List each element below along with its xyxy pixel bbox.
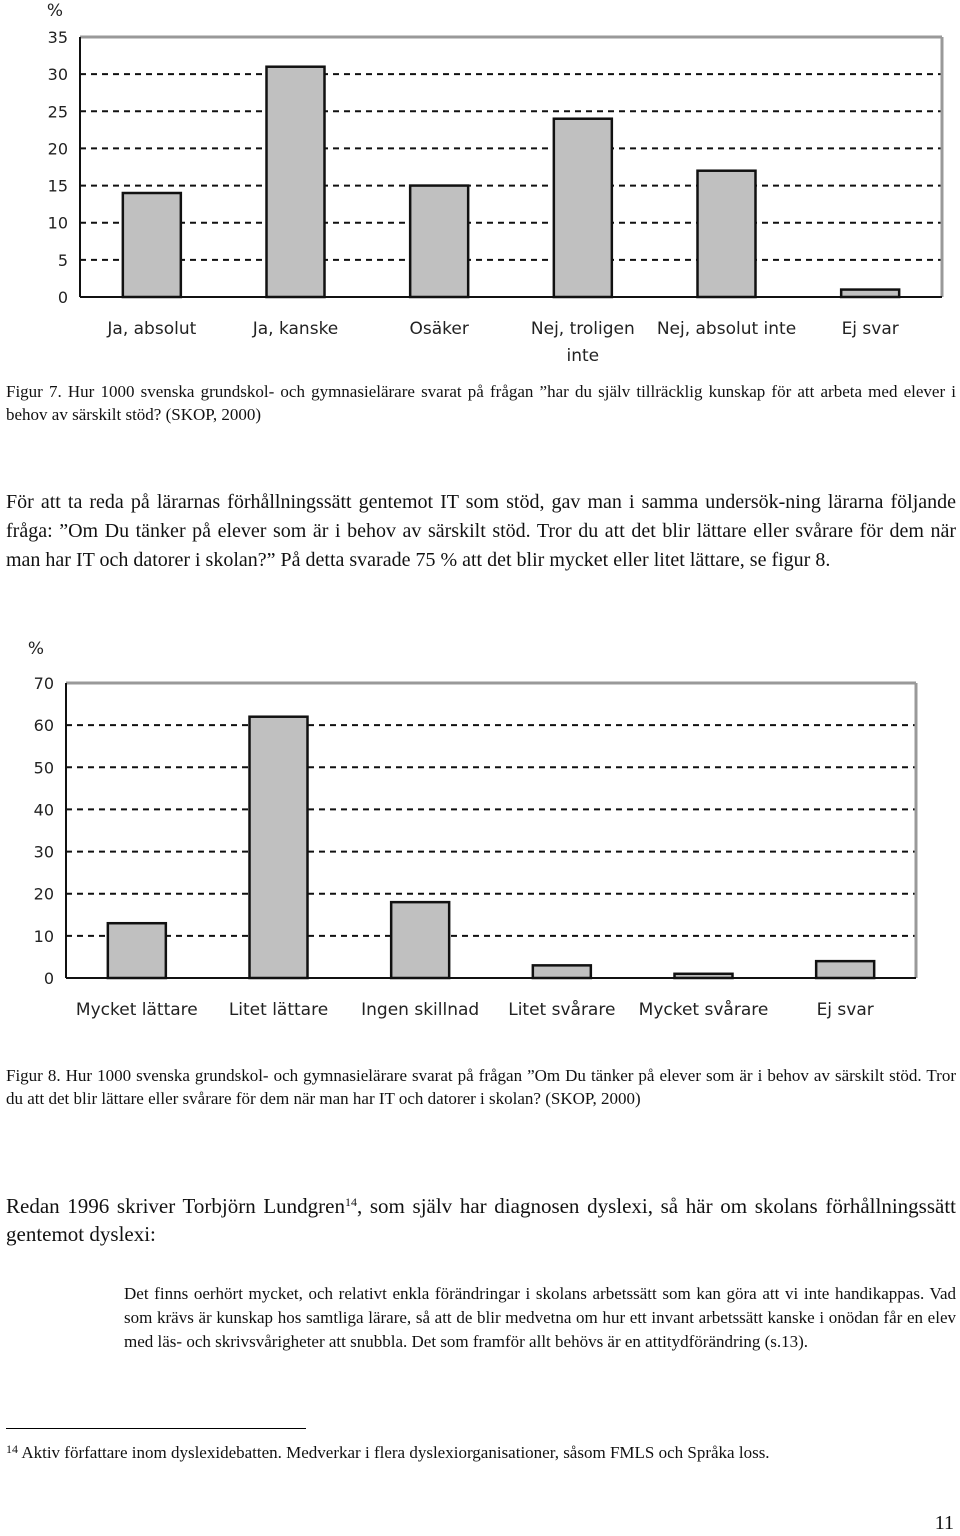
bar [410,186,468,297]
figure-7-caption-text: Figur 7. Hur 1000 svenska grundskol- och gymnasielärare svarat på frågan ”har du själv tillräcklig kunskap för att arbeta med elever i behov av särskilt stöd? (SKOP, 2000) [6,382,956,424]
y-tick-label: 50 [33,758,54,778]
x-tick-label: Osäker [409,319,469,339]
figure-8-svg [0,630,960,1030]
x-tick-label: Ja, kanske [252,319,339,339]
figure-7-svg [0,0,960,370]
figure-8-caption-text: Figur 8. Hur 1000 svenska grundskol- och gymnasielärare svarat på frågan ”Om Du tänker på elever som är i behov av särskilt stöd. Tror du att det blir lättare eller svårare för dem när man har IT och datorer i skolan? (SKOP, 2000) [6,1066,956,1108]
x-tick-label: Ingen skillnad [361,1000,480,1020]
body-paragraph [6,488,956,575]
footnote-reference: 14 [344,1195,357,1209]
y-tick-label: 20 [33,884,54,904]
y-axis-unit-label: % [46,1,64,21]
y-tick-label: 0 [57,288,68,307]
page-number: 11 [934,1512,954,1534]
y-tick-label: 10 [47,213,68,233]
x-tick-label: Ej svar [816,1000,874,1020]
y-tick-label: 60 [33,716,54,736]
y-tick-label: 35 [47,28,68,47]
body-paragraph-text: För att ta reda på lärarnas förhållningssätt gentemot IT som stöd, gav man i samma undersök-ning lärarna följande fråga: ”Om Du tänker på elever som är i behov av särskilt stöd. Tror du att det blir lättare eller svårare för dem när man har IT och datorer i skolan?” På detta svarade 75 % att det blir mycket eller litet lättare, se figur 8. [6,491,956,571]
y-axis-unit-label: % [27,639,45,659]
footnote-divider [6,1428,306,1429]
y-tick-label: 0 [43,969,54,988]
bar [250,717,308,978]
bar [267,67,325,297]
y-tick-label: 10 [33,926,54,946]
bar [123,193,181,297]
footnote-number: 14 [6,1442,18,1456]
bar [698,171,756,297]
y-tick-label: 20 [47,139,68,159]
footnote-text: Aktiv författare inom dyslexidebatten. Medverkar i flera dyslexiorganisationer, såsom FMLS och Språka loss. [21,1443,770,1462]
bar [554,119,612,297]
bar [816,961,874,978]
bar [391,902,449,978]
x-tick-label: Mycket lättare [75,1000,198,1020]
x-tick-label: Litet svårare [508,1000,616,1020]
y-tick-label: 25 [47,102,68,122]
x-tick-label: Nej, absolut inte [656,319,797,339]
quote-intro-after: , som själv har diagnosen dyslexi, så här om skolans förhållningssätt gentemot dyslexi: [6,1194,956,1246]
y-tick-label: 40 [33,800,54,820]
block-quote-text: Det finns oerhört mycket, och relativt enkla förändringar i skolans arbetssätt som kan göra att vi inte handikappas. Vad som krävs är kunskap hos samtliga lärare, så att de blir medvetna om hur ett invant arbetssätt kanske i onödan får en elev med läs- och skrivsvårigheter att snubbla. Det som framför allt behövs är en attitydförändring (s.13). [124,1284,956,1351]
x-tick-label: inte [566,346,600,366]
block-quote [124,1282,956,1354]
x-tick-label: Ja, absolut [107,319,197,339]
y-tick-label: 30 [33,842,54,862]
bar [675,974,733,978]
bar [533,965,591,978]
quote-intro [6,1192,956,1248]
x-tick-label: Litet lättare [228,1000,329,1020]
quote-intro-before: Redan 1996 skriver Torbjörn Lundgren [6,1194,345,1218]
figure-8-chart [0,630,960,1030]
x-tick-label: Mycket svårare [638,1000,769,1020]
bar [841,290,899,297]
x-tick-label: Ej svar [841,319,899,339]
footnote [6,1442,770,1464]
figure-7-chart [0,0,960,370]
figure-7-caption [6,380,956,426]
y-tick-label: 30 [47,65,68,85]
x-tick-label: Nej, troligen [530,319,635,339]
figure-8-caption [6,1064,956,1110]
y-tick-label: 5 [57,250,68,270]
y-tick-label: 15 [47,176,68,196]
bar [108,923,166,978]
y-tick-label: 70 [33,674,54,693]
